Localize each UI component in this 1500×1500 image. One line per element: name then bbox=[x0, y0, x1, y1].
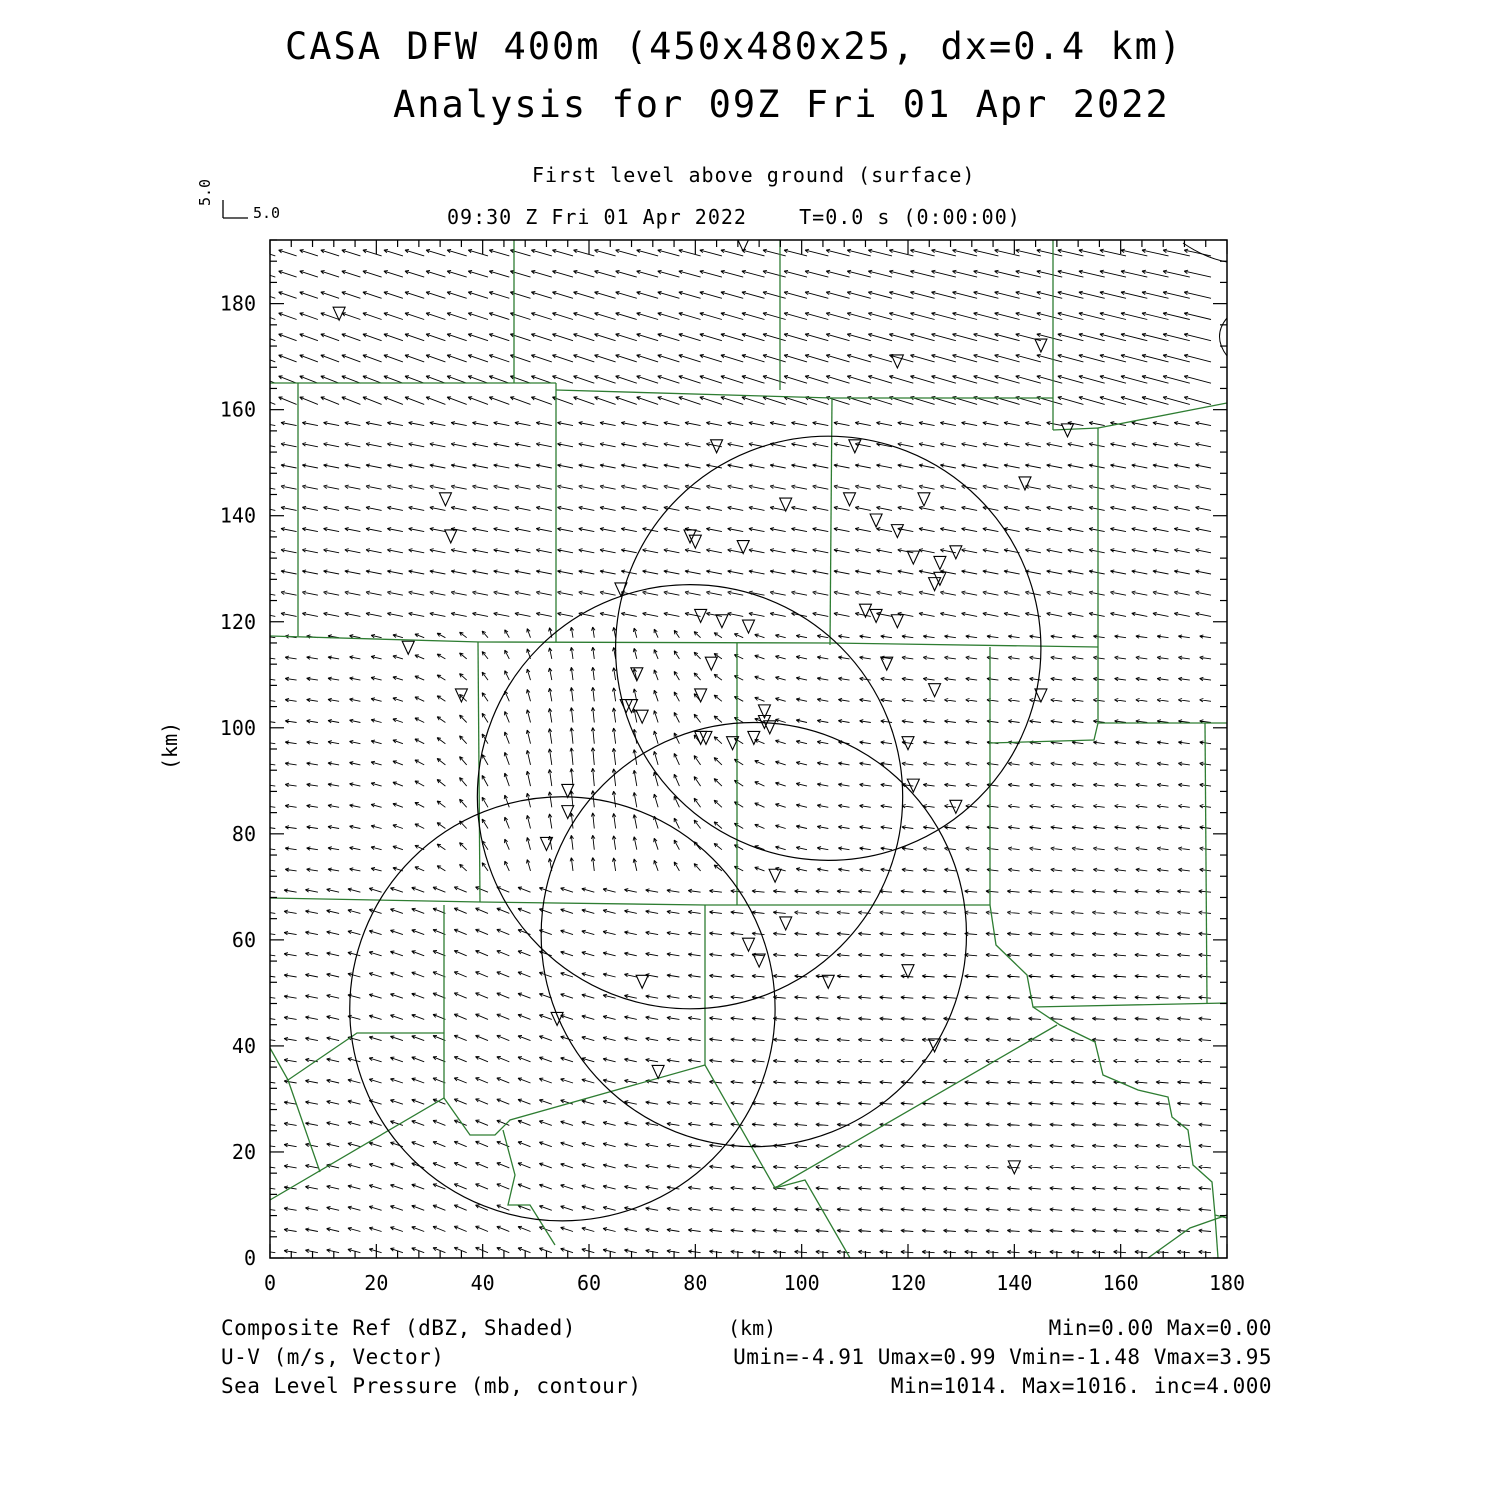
x-tick-labels bbox=[264, 1271, 1245, 1295]
station-marker bbox=[743, 620, 755, 633]
station-marker bbox=[891, 355, 903, 368]
station-marker bbox=[891, 615, 903, 628]
station-marker bbox=[870, 609, 882, 622]
map-title-line2: Analysis for 09Z Fri 01 Apr 2022 bbox=[393, 83, 1170, 126]
x-tick-label-100: 100 bbox=[783, 1271, 820, 1295]
station-marker bbox=[636, 975, 648, 988]
footer-field2-name: U-V (m/s, Vector) bbox=[221, 1345, 445, 1369]
y-tick-label-60: 60 bbox=[231, 927, 256, 952]
y-tick-label-160: 160 bbox=[219, 397, 256, 422]
station-marker bbox=[891, 525, 903, 538]
vector-key-u-label: 5.0 bbox=[253, 204, 281, 222]
county-boundaries bbox=[270, 240, 1227, 1258]
station-marker bbox=[780, 917, 792, 930]
x-axis-title: (km) bbox=[728, 1316, 777, 1340]
station-marker bbox=[907, 551, 919, 564]
y-tick-label-0: 0 bbox=[243, 1246, 256, 1270]
valid-time-label: 09:30 Z Fri 01 Apr 2022 T=0.0 s (0:00:00) bbox=[447, 205, 1021, 229]
x-tick-label-160: 160 bbox=[1102, 1271, 1139, 1295]
station-marker bbox=[844, 493, 856, 506]
footer-field3-name: Sea Level Pressure (mb, contour) bbox=[221, 1374, 642, 1398]
y-tick-label-180: 180 bbox=[219, 291, 256, 316]
map-title-line1: CASA DFW 400m (450x480x25, dx=0.4 km) bbox=[285, 25, 1184, 68]
station-marker bbox=[918, 493, 930, 506]
y-tick-label-100: 100 bbox=[219, 715, 256, 740]
x-tick-label-0: 0 bbox=[263, 1271, 277, 1295]
vector-key-symbol bbox=[223, 200, 248, 218]
vector-key-v-label: 5.0 bbox=[196, 178, 214, 206]
y-tick-label-120: 120 bbox=[219, 609, 256, 634]
station-marker bbox=[716, 615, 728, 628]
x-tick-label-120: 120 bbox=[889, 1271, 927, 1295]
station-marker bbox=[870, 514, 882, 527]
radar-circle-4 bbox=[350, 797, 775, 1221]
y-tick-label-20: 20 bbox=[231, 1139, 256, 1164]
x-tick-label-80: 80 bbox=[683, 1271, 708, 1295]
wind-vector-field bbox=[258, 249, 1211, 1253]
x-tick-label-180: 180 bbox=[1208, 1271, 1246, 1295]
station-marker bbox=[1019, 477, 1031, 490]
station-marker bbox=[929, 684, 941, 697]
y-tick-label-80: 80 bbox=[231, 821, 256, 846]
station-marker bbox=[636, 710, 648, 723]
y-tick-label-40: 40 bbox=[231, 1033, 256, 1058]
axis-ticks bbox=[270, 240, 1227, 1258]
footer-field3-stats: Min=1014. Max=1016. inc=4.000 bbox=[890, 1374, 1272, 1398]
station-marker bbox=[849, 440, 861, 453]
station-marker bbox=[439, 493, 451, 506]
x-tick-label-140: 140 bbox=[996, 1271, 1033, 1295]
station-marker bbox=[705, 657, 717, 670]
wind-vectors bbox=[258, 249, 1211, 1253]
x-tick-label-60: 60 bbox=[576, 1271, 602, 1295]
level-label: First level above ground (surface) bbox=[532, 163, 976, 187]
station-marker bbox=[934, 556, 946, 569]
station-marker bbox=[402, 641, 414, 654]
footer-field1-stats: Min=0.00 Max=0.00 bbox=[1048, 1316, 1272, 1340]
y-axis-title: (km) bbox=[158, 721, 182, 770]
station-marker bbox=[743, 938, 755, 951]
y-tick-label-140: 140 bbox=[219, 503, 256, 528]
y-tick-labels bbox=[220, 292, 256, 1270]
footer-field1-name: Composite Ref (dBZ, Shaded) bbox=[221, 1316, 576, 1340]
station-marker bbox=[1062, 424, 1074, 437]
x-tick-label-20: 20 bbox=[364, 1271, 389, 1295]
x-tick-label-40: 40 bbox=[470, 1271, 495, 1295]
station-marker bbox=[769, 869, 781, 882]
footer-field2-stats: Umin=-4.91 Umax=0.99 Vmin=-1.48 Vmax=3.95 bbox=[733, 1345, 1272, 1369]
station-marker bbox=[695, 689, 707, 702]
station-marker bbox=[445, 530, 457, 543]
radar-circle-1 bbox=[616, 436, 1041, 860]
station-marker bbox=[1035, 339, 1047, 352]
plot-frame bbox=[270, 240, 1227, 1258]
station-marker bbox=[748, 731, 760, 744]
